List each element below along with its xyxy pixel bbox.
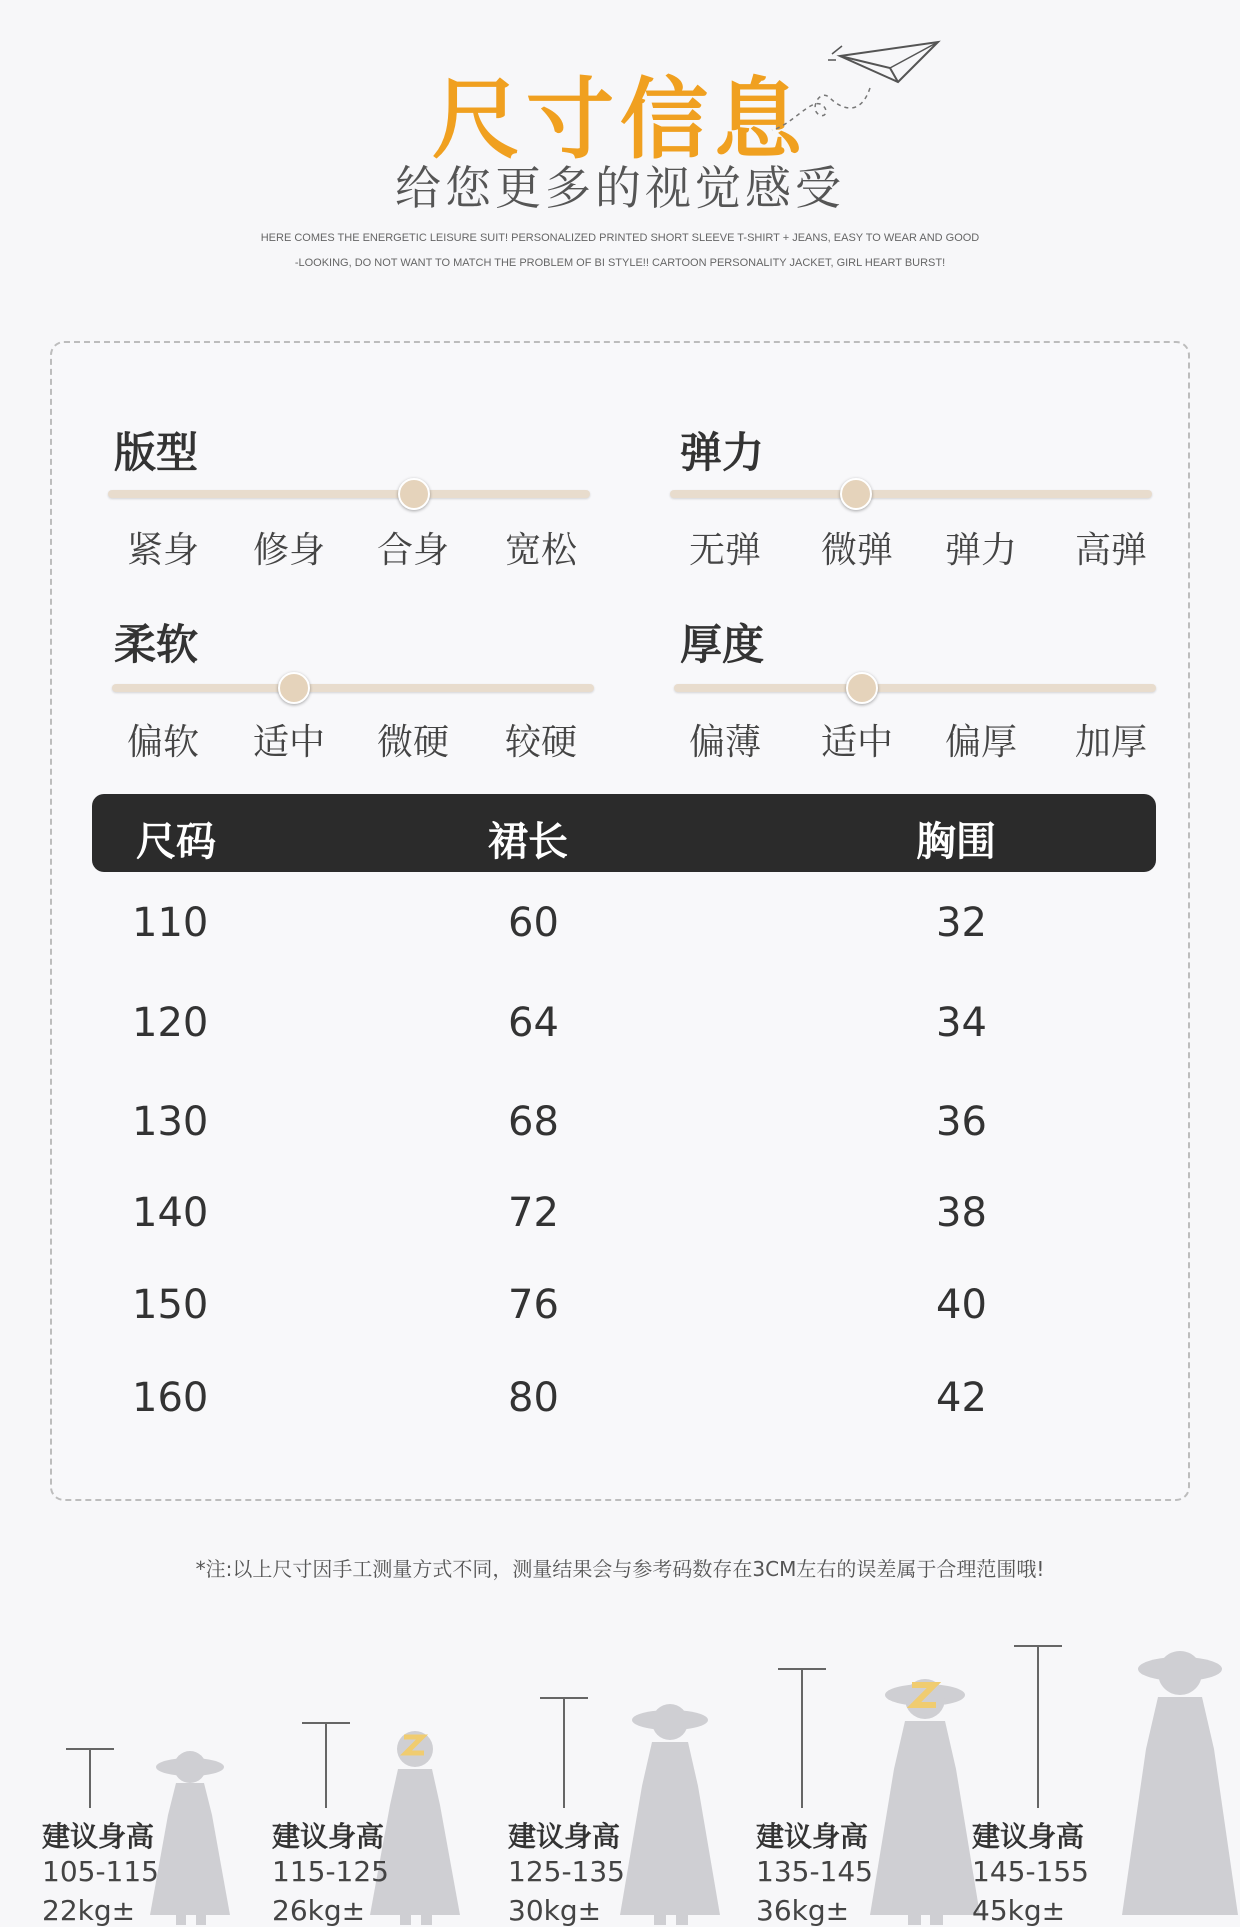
table-row bbox=[92, 1099, 1156, 1159]
table-cell-chest: 36 bbox=[936, 1099, 987, 1145]
attribute-option: 合身 bbox=[376, 530, 449, 571]
height-guide-label: 建议身高 bbox=[508, 1820, 621, 1853]
attribute-title: 版型 bbox=[114, 428, 199, 477]
height-marker-line bbox=[563, 1697, 565, 1808]
english-description-line-1: HERE COMES THE ENERGETIC LEISURE SUIT! PERSONALIZED PRINTED SHORT SLEEVE T-SHIRT + JEANS, EASY TO WEAR AND GOOD bbox=[260, 232, 980, 244]
height-guide-label: 建议身高 bbox=[972, 1820, 1085, 1853]
table-header-chest: 胸围 bbox=[916, 819, 996, 865]
attribute-option: 适中 bbox=[820, 722, 893, 763]
table-row bbox=[92, 900, 1156, 960]
attribute-elasticity bbox=[670, 420, 1160, 570]
height-guide-item bbox=[272, 1815, 412, 1927]
paper-plane-icon bbox=[770, 38, 950, 138]
attribute-option: 弹力 bbox=[944, 530, 1017, 571]
attribute-option: 紧身 bbox=[126, 530, 199, 571]
table-cell-chest: 34 bbox=[936, 1000, 987, 1046]
page-subtitle: 给您更多的视觉感受 bbox=[395, 161, 845, 215]
table-cell-size: 130 bbox=[132, 1099, 209, 1145]
table-cell-size: 120 bbox=[132, 1000, 209, 1046]
attribute-thickness bbox=[670, 612, 1160, 762]
table-cell-chest: 38 bbox=[936, 1190, 987, 1236]
attribute-title: 柔软 bbox=[114, 620, 199, 669]
height-guide-range: 105-115 bbox=[42, 1855, 159, 1888]
height-guide-label: 建议身高 bbox=[756, 1820, 869, 1853]
attribute-option: 偏薄 bbox=[688, 722, 761, 763]
table-cell-size: 110 bbox=[132, 900, 209, 946]
attribute-option: 微硬 bbox=[376, 722, 449, 763]
height-guide-label: 建议身高 bbox=[272, 1820, 385, 1853]
height-guide-range: 115-125 bbox=[272, 1855, 389, 1888]
table-cell-chest: 42 bbox=[936, 1375, 987, 1421]
attribute-option: 微弹 bbox=[820, 530, 893, 571]
table-header-length: 裙长 bbox=[488, 819, 568, 865]
table-cell-length: 60 bbox=[508, 900, 559, 946]
attribute-option: 加厚 bbox=[1074, 722, 1147, 763]
height-guide-item bbox=[972, 1815, 1112, 1927]
attribute-slider-track bbox=[112, 684, 594, 692]
height-marker-line bbox=[801, 1668, 803, 1808]
height-guide-weight: 22kg± bbox=[42, 1894, 136, 1927]
attribute-option: 较硬 bbox=[504, 722, 577, 763]
height-guide-weight: 45kg± bbox=[972, 1894, 1066, 1927]
attribute-title: 厚度 bbox=[680, 620, 765, 669]
table-header-size: 尺码 bbox=[136, 819, 216, 865]
attribute-slider-track bbox=[674, 684, 1156, 692]
table-cell-size: 140 bbox=[132, 1190, 209, 1236]
table-row bbox=[92, 1000, 1156, 1060]
height-guide-weight: 30kg± bbox=[508, 1894, 602, 1927]
height-guide-weight: 36kg± bbox=[756, 1894, 850, 1927]
attribute-option: 偏厚 bbox=[944, 722, 1017, 763]
measurement-note: *注:以上尺寸因手工测量方式不同，测量结果会与参考码数存在3CM左右的误差属于合理范围哦! bbox=[195, 1557, 1045, 1581]
table-row bbox=[92, 1190, 1156, 1250]
height-guide-range: 145-155 bbox=[972, 1855, 1089, 1888]
attribute-fit bbox=[108, 420, 598, 570]
height-guide-range: 125-135 bbox=[508, 1855, 625, 1888]
height-marker-line bbox=[89, 1748, 91, 1808]
height-guide-label: 建议身高 bbox=[42, 1820, 155, 1853]
table-row bbox=[92, 1375, 1156, 1435]
attribute-option: 宽松 bbox=[504, 530, 577, 571]
table-cell-length: 68 bbox=[508, 1099, 559, 1145]
attribute-slider-knob bbox=[398, 478, 430, 510]
attribute-option: 高弹 bbox=[1074, 530, 1147, 571]
height-marker-line bbox=[325, 1722, 327, 1808]
attribute-option: 修身 bbox=[252, 530, 325, 571]
table-cell-length: 80 bbox=[508, 1375, 559, 1421]
height-guide-item bbox=[756, 1815, 896, 1927]
attribute-slider-knob bbox=[278, 672, 310, 704]
table-cell-size: 160 bbox=[132, 1375, 209, 1421]
attribute-slider-track bbox=[108, 490, 590, 498]
english-description-line-2: -LOOKING, DO NOT WANT TO MATCH THE PROBLEM OF BI STYLE!! CARTOON PERSONALITY JACKET, GIRL HEART BURST! bbox=[294, 257, 946, 269]
attribute-option: 适中 bbox=[252, 722, 325, 763]
table-cell-length: 72 bbox=[508, 1190, 559, 1236]
table-cell-length: 64 bbox=[508, 1000, 559, 1046]
height-guide-item bbox=[42, 1815, 182, 1927]
size-table-header bbox=[92, 794, 1156, 872]
height-guide-range: 135-145 bbox=[756, 1855, 873, 1888]
table-cell-length: 76 bbox=[508, 1282, 559, 1328]
table-cell-chest: 32 bbox=[936, 900, 987, 946]
attribute-option: 无弹 bbox=[688, 530, 761, 571]
attribute-title: 弹力 bbox=[680, 428, 765, 477]
attribute-softness bbox=[108, 612, 598, 762]
page-title: 尺寸信息 bbox=[431, 68, 808, 171]
attribute-slider-knob bbox=[840, 478, 872, 510]
height-guide-weight: 26kg± bbox=[272, 1894, 366, 1927]
table-row bbox=[92, 1282, 1156, 1342]
attribute-slider-knob bbox=[846, 672, 878, 704]
height-marker-line bbox=[1037, 1645, 1039, 1808]
girl-silhouette-icon bbox=[1110, 1635, 1240, 1925]
attribute-option: 偏软 bbox=[126, 722, 199, 763]
height-guide-item bbox=[508, 1815, 648, 1927]
table-cell-size: 150 bbox=[132, 1282, 209, 1328]
table-cell-chest: 40 bbox=[936, 1282, 987, 1328]
attribute-slider-track bbox=[670, 490, 1152, 498]
